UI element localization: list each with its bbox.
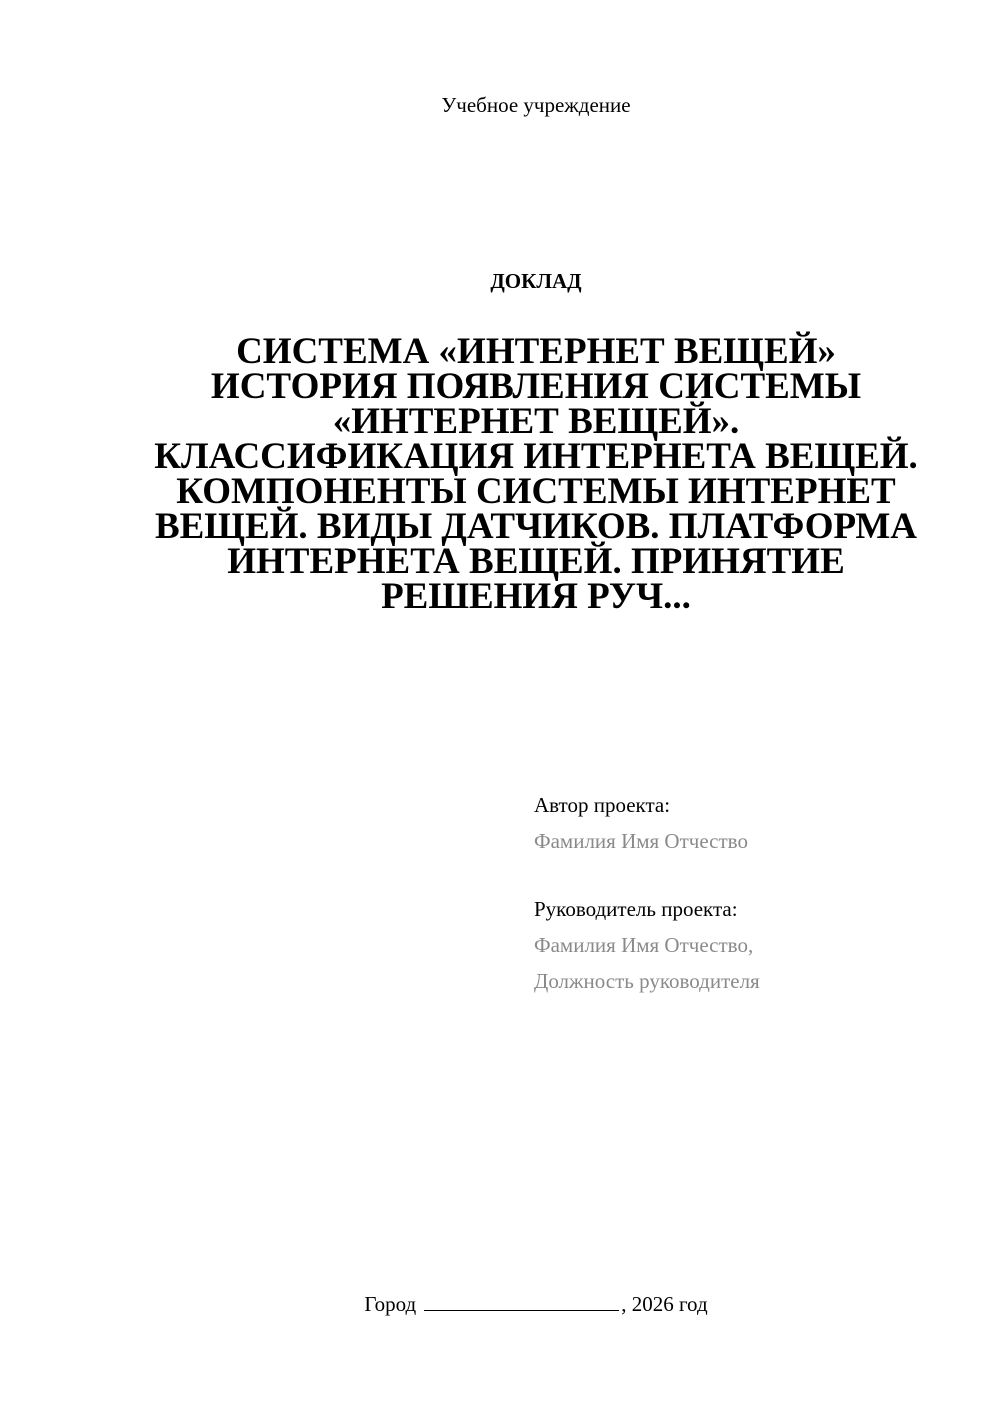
- institution-name: Учебное учреждение: [441, 93, 631, 117]
- document-type-heading: ДОКЛАД: [490, 269, 582, 293]
- supervisor-name: Фамилия Имя Отчество,: [534, 933, 754, 957]
- supervisor-position: Должность руководителя: [534, 969, 760, 993]
- footer-year: , 2026 год: [621, 1292, 708, 1316]
- supervisor-block: [534, 896, 964, 994]
- author-block: [534, 792, 964, 854]
- footer-city: Город: [364, 1292, 417, 1316]
- city-blank-line: [424, 1290, 619, 1311]
- document-title: СИСТЕМА «ИНТЕРНЕТ ВЕЩЕЙ» ИСТОРИЯ ПОЯВЛЕНИЯ СИСТЕМЫ «ИНТЕРНЕТ ВЕЩЕЙ». КЛАССИФИКАЦИЯ ИНТЕРНЕТА ВЕЩЕЙ. КОМПОНЕНТЫ СИСТЕМЫ ИНТЕРНЕТ ВЕЩЕЙ. ВИДЫ ДАТЧИКОВ. ПЛАТФОРМА ИНТЕРНЕТА ВЕЩЕЙ. ПРИНЯТИЕ РЕШЕНИЯ РУЧ...: [154, 331, 918, 617]
- author-label: Автор проекта:: [534, 793, 671, 817]
- supervisor-label: Руководитель проекта:: [534, 897, 738, 921]
- author-name: Фамилия Имя Отчество: [534, 829, 748, 853]
- footer-city-year: [0, 1290, 1000, 1318]
